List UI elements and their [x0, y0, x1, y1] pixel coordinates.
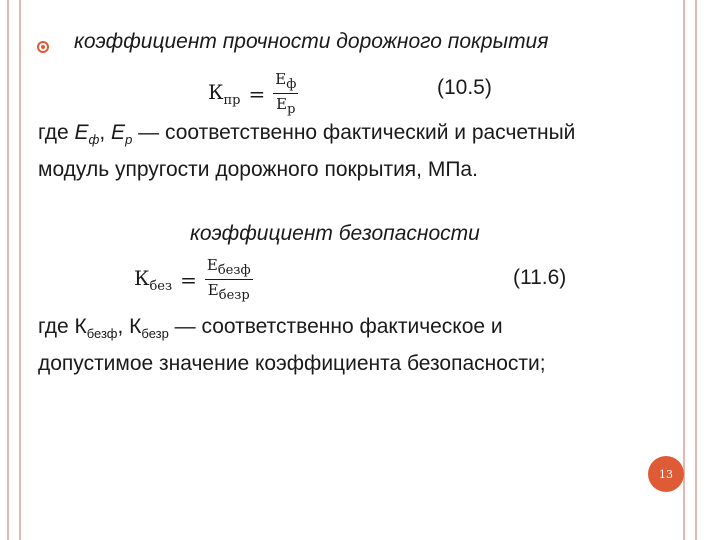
definition-paragraph-1 — [38, 118, 575, 185]
paragraph-line: модуль упругости дорожного покрытия, МПа. — [38, 158, 478, 182]
formula-denominator: $Е_{безр}$ — [207, 281, 250, 303]
bullet-icon — [36, 40, 50, 54]
formula-equals: = — [180, 267, 197, 292]
definition-paragraph-2 — [38, 312, 546, 379]
formula-lhs: $К_{пр}$ — [208, 79, 241, 108]
formula-fraction — [273, 70, 298, 117]
paragraph-line: где $К_{безф}$, $К_{безр}$ — соответственно фактическое и — [38, 315, 503, 342]
right-decorative-border — [683, 0, 697, 540]
formula-denominator: $Е_р$ — [276, 95, 296, 117]
paragraph-line: допустимое значение коэффициента безопасности; — [38, 352, 546, 376]
formula-strength — [208, 70, 298, 117]
left-decorative-border — [7, 0, 21, 540]
formula-safety — [134, 256, 253, 303]
formula-equals: = — [248, 81, 266, 106]
formula-numerator: $Е_{безф}$ — [206, 256, 251, 278]
page-number-badge: 13 — [648, 456, 684, 492]
paragraph-line: где $Е_ф$, $Е_р$ — соответственно фактический и расчетный — [38, 121, 576, 148]
equation-number-1: (10.5) — [437, 76, 492, 99]
formula-fraction — [205, 256, 253, 303]
formula-lhs: $К_{без}$ — [134, 265, 173, 294]
formula-numerator: $Е_ф$ — [275, 70, 297, 92]
heading-safety-coefficient: коэффициент безопасности — [190, 222, 480, 245]
heading-strength-coefficient: коэффициент прочности дорожного покрытия — [74, 30, 549, 53]
equation-number-2: (11.6) — [513, 266, 567, 289]
